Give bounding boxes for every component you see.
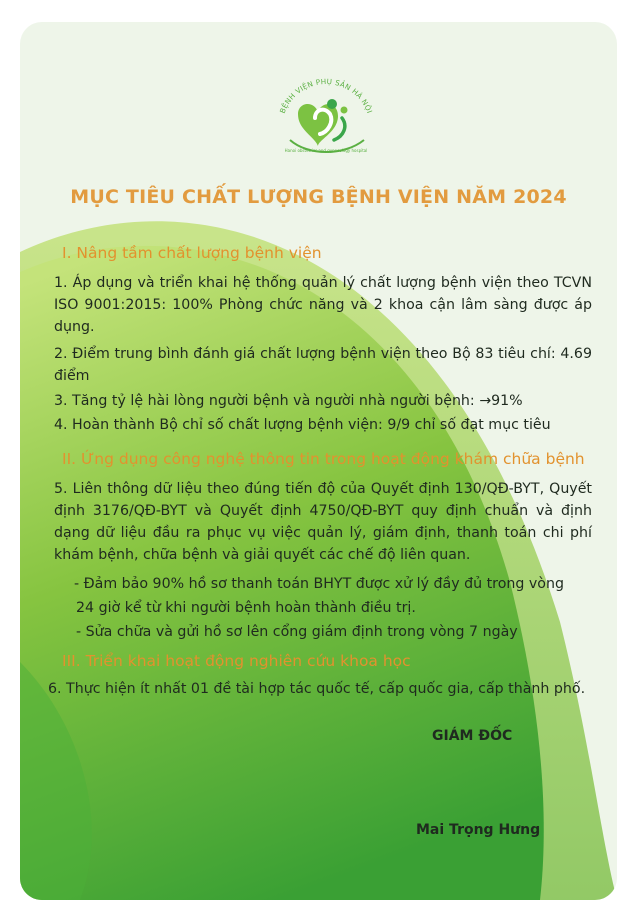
signature-name: Mai Trọng Hưng xyxy=(416,822,541,838)
section-heading-1: I. Nâng tầm chất lượng bệnh viện xyxy=(62,244,322,262)
list-item: 5. Liên thông dữ liệu theo đúng tiến độ của Quyết định 130/QĐ-BYT, Quyết định 3176/QĐ-BYT và Quyết định 4750/QĐ-BYT quy định chuẩn và định dạng dữ liệu đầu ra phục vụ việc quản lý, giám định, thanh toán chi phí khám bệnh, chữa bệnh và giải quyết các chế độ liên quan. xyxy=(54,481,592,563)
hospital-logo-icon xyxy=(268,74,384,160)
list-item: 3. Tăng tỷ lệ hài lòng người bệnh và người nhà người bệnh: →91% xyxy=(54,393,523,409)
page-title: MỤC TIÊU CHẤT LƯỢNG BỆNH VIỆN NĂM 2024 xyxy=(70,186,567,208)
list-item: 1. Áp dụng và triển khai hệ thống quản lý chất lượng bệnh viện theo TCVN ISO 9001:2015: 100% Phòng chức năng và 2 khoa cận lâm sàng được áp dụng. xyxy=(54,275,592,335)
signature-role: GIÁM ĐỐC xyxy=(432,728,513,744)
bullet-item: 24 giờ kể từ khi người bệnh hoàn thành điều trị. xyxy=(76,600,416,616)
bullet-item: - Đảm bảo 90% hồ sơ thanh toán BHYT được xử lý đầy đủ trong vòng xyxy=(74,576,564,592)
section-heading-3: III. Triển khai hoạt động nghiên cứu khoa học xyxy=(62,652,411,670)
list-item: 2. Điểm trung bình đánh giá chất lượng bệnh viện theo Bộ 83 tiêu chí: 4.69 điểm xyxy=(54,346,592,384)
section-heading-2: II. Ứng dụng công nghệ thông tin trong hoạt động khám chữa bệnh xyxy=(62,450,585,468)
logo-tagline: Hanoi obstetrics and gynecology hospital xyxy=(284,148,368,153)
bullet-item: - Sửa chữa và gửi hồ sơ lên cổng giám định trong vòng 7 ngày xyxy=(76,624,518,640)
poster-card xyxy=(20,22,617,900)
logo-arc-text: BỆNH VIỆN PHỤ SẢN HÀ NỘI xyxy=(277,76,375,115)
list-item: 6. Thực hiện ít nhất 01 đề tài hợp tác quốc tế, cấp quốc gia, cấp thành phố. xyxy=(48,681,586,697)
list-item: 4. Hoàn thành Bộ chỉ số chất lượng bệnh viện: 9/9 chỉ số đạt mục tiêu xyxy=(54,417,551,433)
